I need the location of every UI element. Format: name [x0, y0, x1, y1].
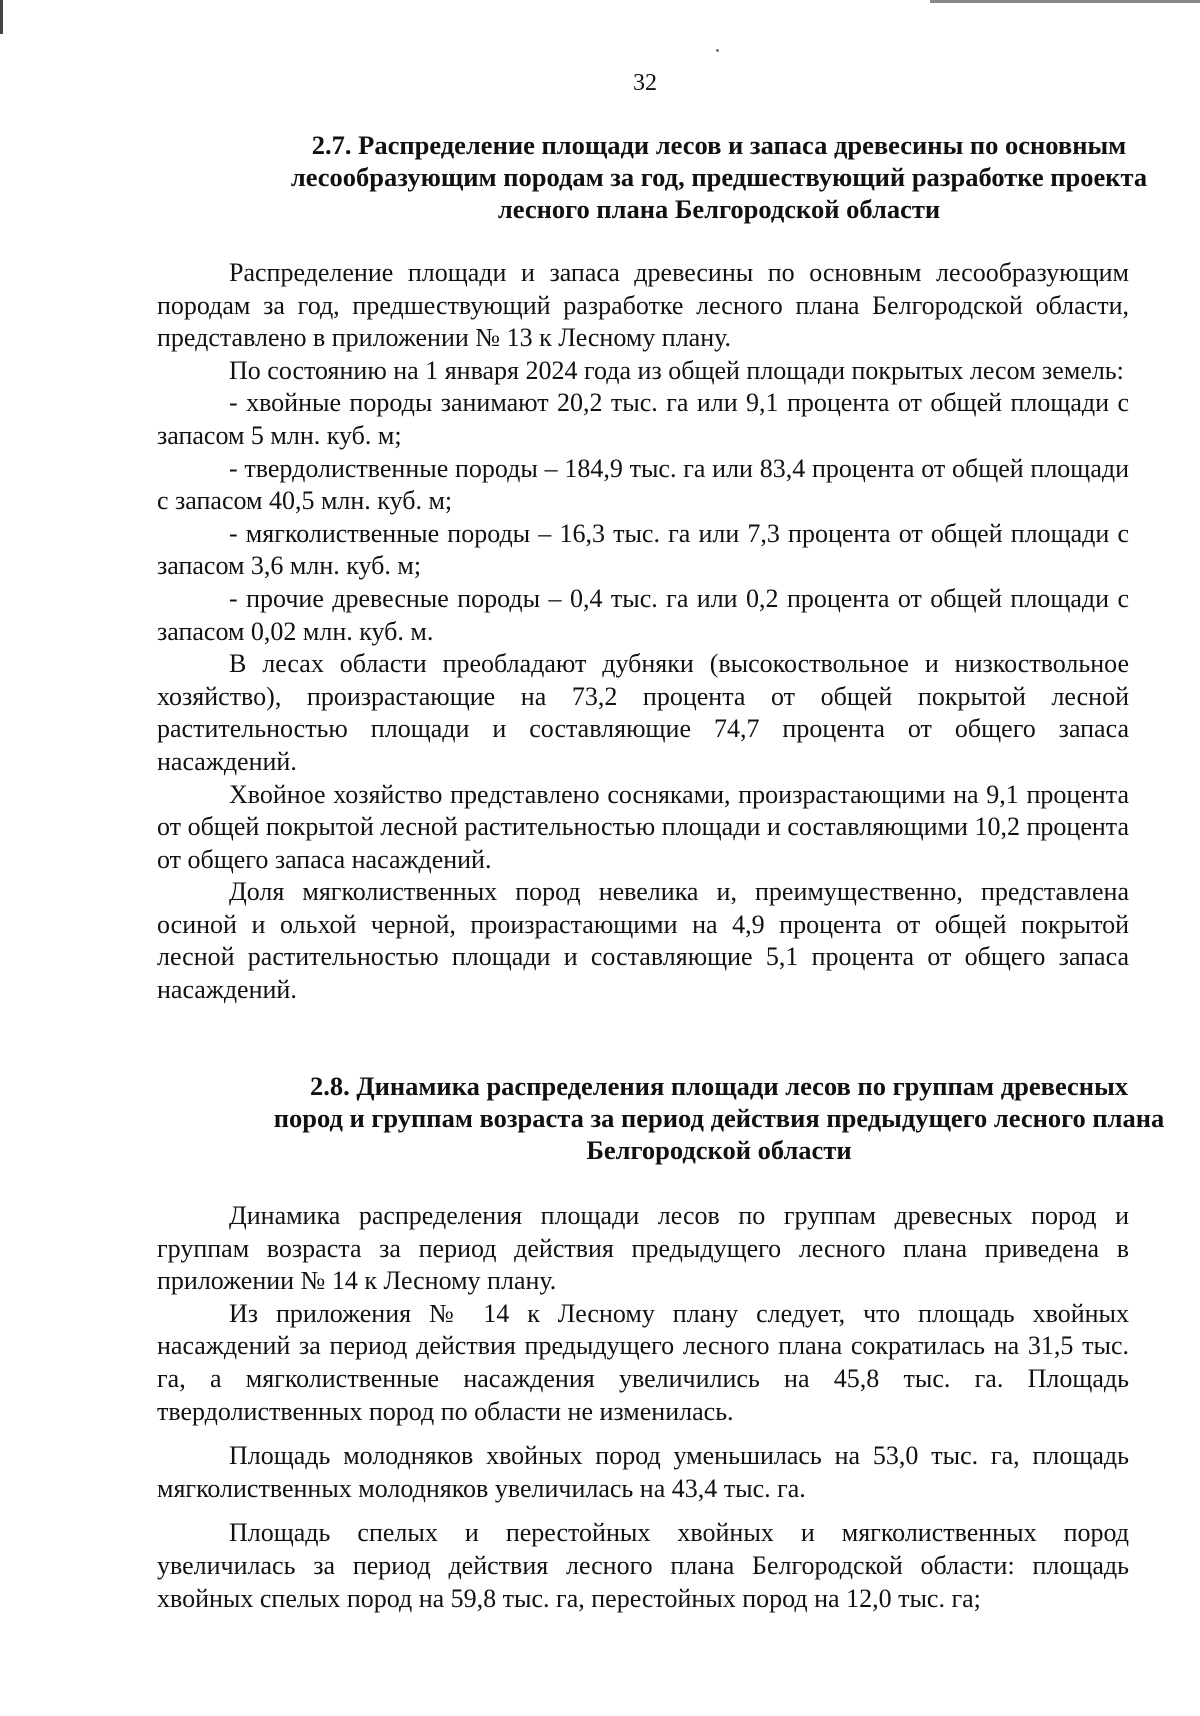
paragraph-gap: [157, 1505, 1129, 1517]
section-heading-2-8: [150, 1070, 1200, 1166]
heading-line: лесного плана Белгородской области: [497, 194, 941, 224]
heading-line: Белгородской области: [586, 1135, 852, 1165]
page-number: 32: [633, 70, 657, 96]
paragraph-gap: [157, 1428, 1129, 1440]
paragraph: В лесах области преобладают дубняки (высокоствольное и низкоствольное хозяйство), произрастающие на 73,2 процента от общей покрытой лесной растительностью площади и составляющие 74,7 процента от общего запаса насаждений.: [157, 649, 1129, 776]
section-2-7-body: [157, 257, 1129, 1007]
section-2-8-body: [157, 1200, 1129, 1615]
list-item: - твердолиственные породы – 184,9 тыс. га или 83,4 процента от общей площади с запасом 40,5 млн. куб. м;: [157, 453, 1129, 516]
scan-speck: [716, 49, 719, 52]
heading-line: 2.7. Распределение площади лесов и запаса древесины по основным: [311, 130, 1127, 160]
heading-line: пород и группам возраста за период действия предыдущего лесного плана: [273, 1103, 1165, 1133]
heading-line: 2.8. Динамика распределения площади лесов по группам древесных: [309, 1071, 1129, 1101]
list-item: - прочие древесные породы – 0,4 тыс. га или 0,2 процента от общей площади с запасом 0,02 млн. куб. м.: [157, 583, 1129, 646]
paragraph: Площадь спелых и перестойных хвойных и мягколиственных пород увеличилась за период действия лесного плана Белгородской области: площадь хвойных спелых пород на 59,8 тыс. га, перестойных пород на 12,0 тыс. га;: [157, 1518, 1129, 1613]
paragraph: По состоянию на 1 января 2024 года из общей площади покрытых лесом земель:: [229, 355, 1124, 385]
scan-edge-mark: [0, 0, 3, 34]
paragraph: Доля мягколиственных пород невелика и, преимущественно, представлена осиной и ольхой черной, произрастающими на 4,9 процента от общей покрытой лесной растительностью площади и составляющие 5,1 процента от общего запаса насаждений.: [157, 877, 1129, 1005]
scan-edge-mark: [930, 0, 1200, 3]
list-item: - хвойные породы занимают 20,2 тыс. га или 9,1 процента от общей площади с запасом 5 млн. куб. м;: [157, 388, 1129, 450]
paragraph: Динамика распределения площади лесов по группам древесных пород и группам возраста за период действия предыдущего лесного плана приведена в приложении № 14 к Лесному плану.: [157, 1201, 1129, 1296]
paragraph: Из приложения № 14 к Лесному плану следует, что площадь хвойных насаждений за период действия предыдущего лесного плана сократилась на 31,5 тыс. га, а мягколиственные насаждения увеличились на 45,8 тыс. га. Площадь твердолиственных пород по области не изменилась.: [157, 1298, 1129, 1426]
heading-line: лесообразующим породам за год, предшествующий разработке проекта: [290, 162, 1148, 192]
paragraph: Распределение площади и запаса древесины по основным лесообразующим породам за год, предшествующий разработке лесного плана Белгородской области, представлено в приложении № 13 к Лесному плану.: [157, 258, 1129, 353]
list-item: - мягколиственные породы – 16,3 тыс. га или 7,3 процента от общей площади с запасом 3,6 млн. куб. м;: [157, 518, 1129, 581]
paragraph: Хвойное хозяйство представлено сосняками, произрастающими на 9,1 процента от общей покрытой лесной растительностью площади и составляющими 10,2 процента от общего запаса насаждений.: [157, 779, 1129, 874]
paragraph: Площадь молодняков хвойных пород уменьшилась на 53,0 тыс. га, площадь мягколиственных молодняков увеличилась на 43,4 тыс. га.: [157, 1441, 1129, 1503]
section-heading-2-7: [150, 129, 1200, 225]
